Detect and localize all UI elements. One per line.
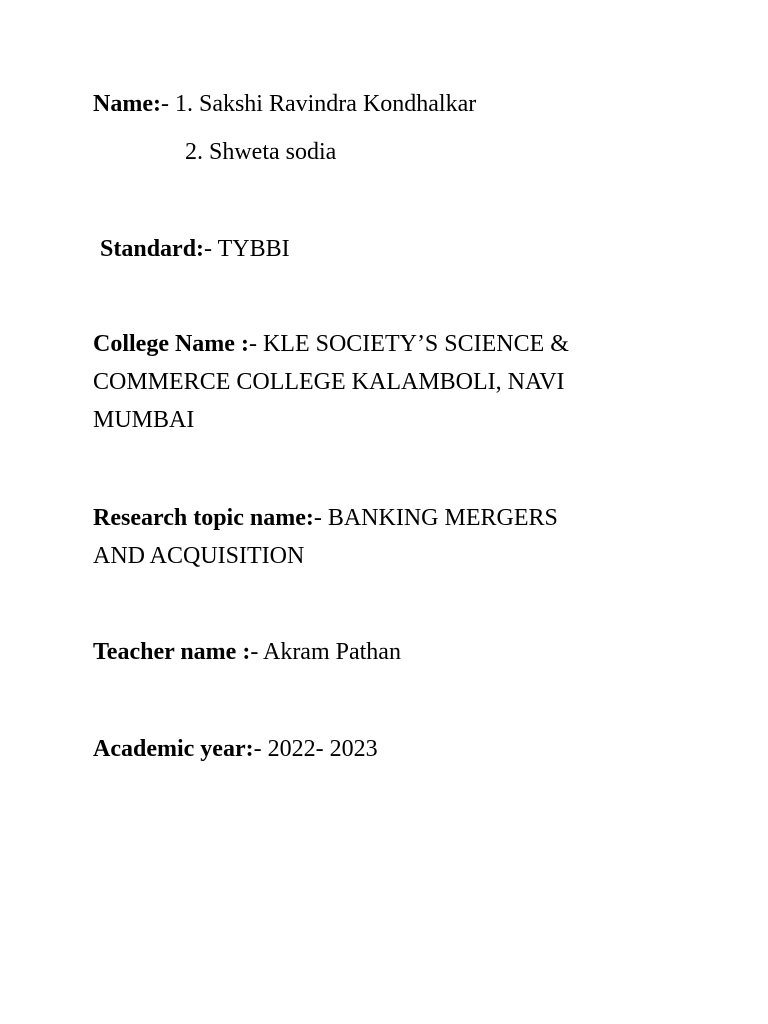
standard-row [100,230,290,268]
name-label: Name: [93,91,161,117]
name-first: 1. Sakshi Ravindra Kondhalkar [174,91,477,117]
standard-value: TYBBI [217,236,290,262]
academic-year-label: Academic year: [93,736,254,762]
research-line-1 [93,499,693,537]
college-label: College Name : [93,331,249,357]
research-block [93,499,693,575]
teacher-label: Teacher name : [93,639,251,665]
teacher-separator: - [250,639,263,665]
research-value-1: BANKING MERGERS [327,505,558,531]
college-line-1 [93,325,693,363]
college-value-1: KLE SOCIETY’S SCIENCE & [262,331,569,357]
name-row [93,85,476,123]
standard-separator: - [204,236,218,262]
teacher-value: Akram Pathan [262,639,401,665]
standard-label: Standard: [100,236,205,262]
college-line-3: MUMBAI [93,407,195,433]
academic-year-value: 2022- 2023 [267,736,378,762]
name-second-row [185,133,336,171]
academic-year-row [93,730,378,768]
research-separator: - [313,505,328,531]
research-line-2: AND ACQUISITION [93,543,305,569]
academic-year-separator: - [253,736,268,762]
college-block [93,325,693,439]
name-separator: - [160,91,175,117]
college-line-2: COMMERCE COLLEGE KALAMBOLI, NAVI [93,369,565,395]
teacher-row [93,633,401,671]
name-second: 2. Shweta sodia [185,139,337,165]
research-label: Research topic name: [93,505,314,531]
college-separator: - [248,331,263,357]
